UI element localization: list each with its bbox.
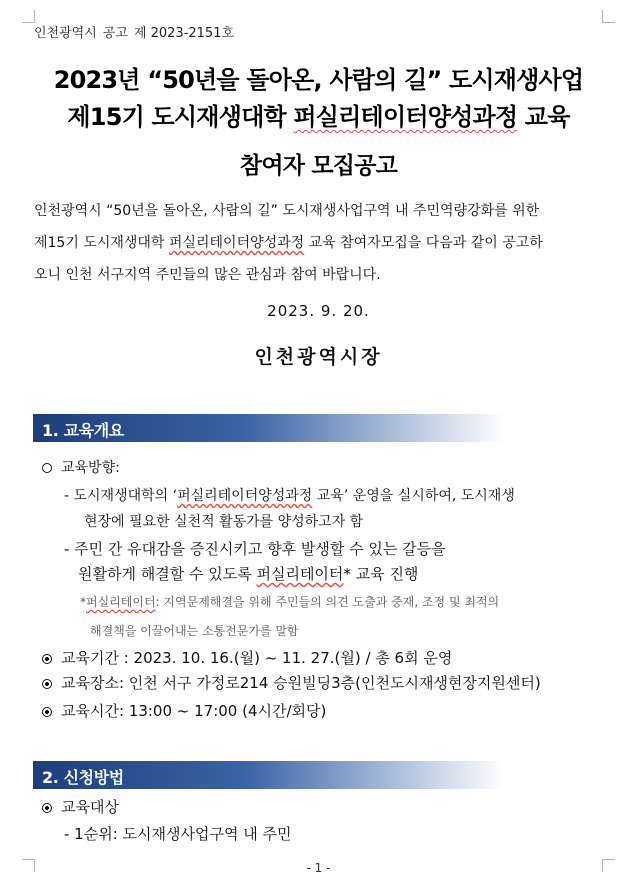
detail-time bbox=[42, 700, 326, 721]
notice-number-value: 제 2023-2151호 bbox=[133, 26, 235, 41]
detail-period-text: 교육기간 : 2023. 10. 16.(월) ~ 11. 27.(월) / 총 6회 운영 bbox=[61, 649, 453, 667]
detail-location-text: 교육장소: 인천 서구 가정로214 승원빌딩3층(인천도시재생현장지원센터) bbox=[61, 674, 541, 692]
purpose-item-1-line-2: 현장에 필요한 실천적 활동가를 양성하고자 함 bbox=[84, 514, 364, 530]
intro-line-1: 인천광역시 “50년을 돌아온, 사람의 길” 도시재생사업구역 내 주민역량강화를 위한 bbox=[34, 203, 540, 219]
footnote-line-1 bbox=[80, 593, 499, 610]
title-line-2-prefix: 제15기 도시재생대학 bbox=[67, 103, 294, 131]
title-line-1: 2023년 “50년을 돌아온, 사람의 길” 도시재생사업 bbox=[53, 66, 584, 94]
issuer-name: 인천광역시장 bbox=[254, 346, 383, 368]
intro-line-2 bbox=[34, 227, 614, 259]
crop-mark-top-right bbox=[602, 10, 615, 23]
footnote-line-2: 해결책을 이끌어내는 소통전문가를 말함 bbox=[90, 624, 299, 638]
purpose-item-2-line-2 bbox=[78, 563, 418, 584]
detail-time-text: 교육시간: 13:00 ~ 17:00 (4시간/회당) bbox=[61, 702, 327, 720]
section-heading-overview bbox=[33, 414, 505, 442]
title-line-3: 참여자 모집공고 bbox=[239, 153, 398, 179]
title-line-2 bbox=[0, 97, 637, 132]
title-line-2-suffix: 교육 bbox=[517, 103, 570, 131]
footnote-line-1-suffix: : 지역문제해결을 위해 주민들의 의견 도출과 중재, 조정 및 최적의 bbox=[155, 595, 500, 609]
filled-circle-bullet-icon bbox=[42, 803, 52, 813]
notice-word: 공고 bbox=[102, 26, 128, 41]
purpose-label: 교육방향: bbox=[61, 460, 120, 476]
target-item-1: - 1순위: 도시재생사업구역 내 주민 bbox=[64, 825, 292, 843]
notice-org: 인천광역시 bbox=[34, 26, 97, 41]
page-number: - 1 - bbox=[306, 861, 331, 875]
section-heading-overview-text: 1. 교육개요 bbox=[42, 421, 124, 440]
purpose-item-1-line-1 bbox=[64, 485, 515, 505]
section-heading-application-text: 2. 신청방법 bbox=[42, 768, 124, 787]
intro-paragraph bbox=[34, 195, 614, 291]
title-line-2-underlined: 퍼실리테이터양성과정 bbox=[293, 103, 518, 131]
notice-date: 2023. 9. 20. bbox=[267, 302, 370, 320]
purpose-item-1-prefix: - 도시재생대학의 ‘ bbox=[64, 488, 178, 504]
filled-circle-bullet-icon bbox=[42, 654, 52, 664]
footnote-mark: * bbox=[80, 595, 86, 609]
intro-line-2-underlined: 퍼실리테이터양성과정 bbox=[168, 235, 305, 251]
purpose-item-2-underlined: 퍼실리테이터 bbox=[256, 565, 344, 583]
intro-line-3: 오니 인천 서구지역 주민들의 많은 관심과 참여 바랍니다. bbox=[34, 267, 381, 283]
intro-line-2-suffix: 교육 참여자모집을 다음과 같이 공고하 bbox=[304, 235, 543, 251]
target-item bbox=[42, 796, 119, 817]
purpose-item-2-prefix: 원활하게 해결할 수 있도록 bbox=[78, 565, 257, 583]
filled-circle-bullet-icon bbox=[42, 707, 52, 717]
detail-location bbox=[42, 672, 541, 693]
hollow-circle-bullet-icon bbox=[42, 463, 52, 473]
footnote-term: 퍼실리테이터 bbox=[86, 595, 156, 609]
purpose-item-2-suffix: * 교육 진행 bbox=[343, 565, 419, 583]
target-label: 교육대상 bbox=[61, 798, 119, 816]
purpose-item-1-suffix: 교육’ 운영을 실시하여, 도시재생 bbox=[312, 488, 515, 504]
section-heading-application bbox=[33, 761, 505, 789]
purpose-item bbox=[42, 457, 120, 477]
notice-number bbox=[34, 22, 240, 41]
intro-line-2-prefix: 제15기 도시재생대학 bbox=[34, 235, 169, 251]
filled-circle-bullet-icon bbox=[42, 679, 52, 689]
purpose-item-1-underlined: 퍼실리테이터양성과정 bbox=[177, 488, 313, 504]
detail-period bbox=[42, 647, 452, 668]
purpose-item-2-line-1: - 주민 간 유대감을 증진시키고 향후 발생할 수 있는 갈등을 bbox=[64, 540, 446, 558]
